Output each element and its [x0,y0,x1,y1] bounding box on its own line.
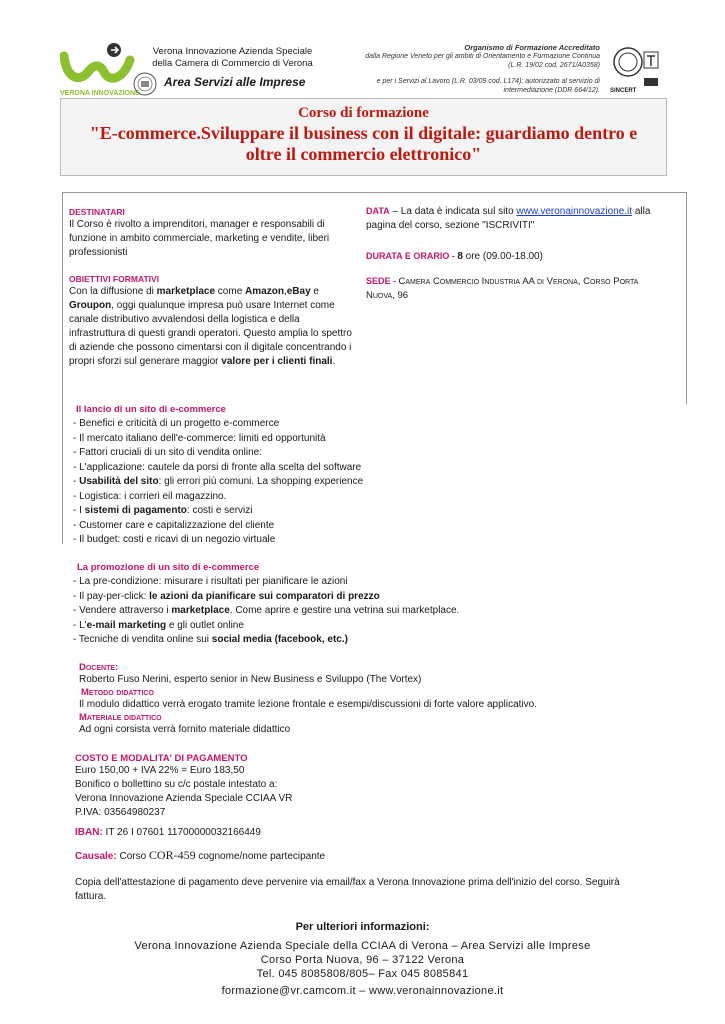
docente-label: Docente: [79,662,119,673]
lancio-item: - Customer care e capitalizzazione del cliente [73,519,275,531]
lancio-item: - Logistica: i corrieri eil magazzino. [73,490,227,502]
durata-label: DURATA E ORARIO - [366,251,458,261]
iban-line [75,826,261,840]
promozione-item: - Tecniche di vendita online sui social media (facebook, etc.) [73,634,348,645]
promozione-item: - La pre-condizione: misurare i risultati per pianificare le azioni [73,576,348,587]
causale-line: Causale: Corso COR-459 cognome/nome partecipante [75,848,326,862]
left-column [69,207,354,369]
lancio-section [73,404,673,548]
course-label: Corso di formazione [298,105,429,121]
data-info: DATA – La data è indicata sul sito www.veronainnovazione.it alla pagina del corso, sezione "ISCRIVITI" [366,206,651,231]
accreditation-title: Organismo di Formazione Accreditato [464,43,600,52]
promozione-title: La promozione di un sito di e-commerce [77,562,260,573]
costo-line: Euro 150,00 + IVA 22% = Euro 183,50 [75,765,245,776]
header-organization [140,46,325,70]
lancio-item: - L'applicazione: cautele da porsi di fronte alla scelta del software [73,461,362,473]
lancio-item: - I sistemi di pagamento: costi e servizi [73,505,253,516]
accreditation-line: intermediazione (DDR 664/12). [503,87,600,94]
obiettivi-text: Con la diffusione di marketplace come Amazon,eBay e Groupon, oggi qualunque impresa può usare Internet come canale distributivo avvalendosi della logistica e della infrastruttura di questi grandi operatori. Questo amplia lo spettro di aziende che possono cimentarsi con il digitale concentrando i propri sforzi sul generare maggior valore per i clienti finali. [69,286,352,367]
costo-line: Verona Innovazione Azienda Speciale CCIAA VR [75,793,293,804]
area-title: Area Servizi alle Imprese [164,75,306,89]
materiale-label: Materiale didattico [79,712,162,723]
lancio-item: - Benefici e criticità di un progetto e-commerce [73,418,280,429]
promozione-item: - Il pay-per-click: le azioni da pianificare sui comparatori di prezzo [73,590,380,602]
footer-line: Tel. 045 8085808/805– Fax 045 8085841 [256,968,469,980]
footer [0,921,725,998]
iban-label: IBAN: [75,827,103,838]
accreditation-line: dalla Regione Veneto per gli ambiti di Orientamento e Formazione Continua [365,53,600,60]
materiale-text: Ad ogni corsista verrà fornito materiale didattico [79,724,291,735]
lancio-item: - Il budget: costi e ricavi di un negozio virtuale [73,534,276,545]
course-title-box [60,98,667,176]
metodo-label: Metodo didattico [81,687,154,698]
website-link[interactable]: www.veronainnovazione.it [516,206,633,217]
lancio-item: - Fattori cruciali di un sito di vendita online: [73,447,262,458]
destinatari-label: DESTINATARI [69,207,125,217]
docente-section [79,662,679,737]
promozione-item: - L'e-mail marketing e gli outlet online [73,619,244,631]
promozione-item: - Vendere attraverso i marketplace. Come aprire e gestire una vetrina sui marketplace. [73,605,460,616]
costo-line: Bonifico o bollettino su c/c postale intestato a: [75,779,278,790]
sede-info [366,274,666,303]
sede-label: SEDE - [366,276,399,286]
costo-label: COSTO E MODALITA' DI PAGAMENTO [75,753,248,764]
costo-line: P.IVA: 03564980237 [75,807,166,818]
docente-text: Roberto Fuso Nerini, esperto senior in New Business e Sviluppo (The Vortex) [79,674,422,685]
lancio-item: - Il mercato italiano dell'e-commerce: limiti ed opportunità [73,432,326,444]
destinatari-text: Il Corso è rivolto a imprenditori, manager e responsabili di funzione in ambito commerciale, marketing e vendite, liberi professionisti [69,219,330,258]
obiettivi-label: OBIETTIVI FORMATIVI [69,274,160,284]
data-label: DATA [366,206,390,216]
promozione-section [73,562,673,648]
promozione-list [73,575,673,648]
lancio-item: - Usabilità del sito: gli errori più comuni. La shopping experience [73,476,364,487]
accreditation-line: (L.R. 19/02 cod. 2671/A0358) [508,62,600,69]
footer-contacts: formazione@vr.camcom.it – www.veronainnovazione.it [221,985,504,997]
accreditation-block [340,43,600,95]
accreditation-line: e per i Servizi al Lavoro (L.R. 03/09 cod. L174); autorizzato al servizio di [376,78,600,85]
right-column [366,204,666,303]
causale-label: Causale: [75,851,117,862]
lancio-title: Il lancio di un sito di e-commerce [76,404,226,415]
sincert-label: SINCERT [610,88,637,94]
org-line-2: della Camera di Commercio di Verona [152,58,313,69]
copia-text: Copia dell'attestazione di pagamento deve pervenire via email/fax a Verona Innovazione prima dell'inizio del corso. Seguirà fattura. [75,877,620,902]
durata-hours: 8 [457,251,463,262]
course-title: "E-commerce.Sviluppare il business con il digitale: guardiamo dentro e oltre il commercio elettronico" [89,123,638,164]
footer-line: Verona Innovazione Azienda Speciale della CCIAA di Verona – Area Servizi alle Imprese [134,940,591,952]
footer-line: Corso Porta Nuova, 96 – 37122 Verona [260,954,465,966]
certification-seal-icon [610,44,660,92]
sede-text: Camera Commercio Industria AA di Verona, Corso Porta Nuova, 96 [366,276,639,301]
lancio-list [73,417,673,548]
cciaa-seal-icon [133,72,157,96]
logo-wordmark: VERONA INNOVAZIONE [60,90,140,97]
costo-section [75,753,675,820]
metodo-text: Il modulo didattico verrà erogato tramite lezione frontale e esempi/discussioni di forte valore applicativo. [79,699,538,710]
frame-border-right [686,192,687,404]
footer-title: Per ulteriori informazioni: [295,921,430,933]
org-line-1: Verona Innovazione Azienda Speciale [152,46,313,57]
causale-code: COR-459 [148,848,196,862]
frame-border-left [62,192,63,544]
iban-value: IT 26 I 07601 11700000032166449 [102,827,261,838]
durata-info: DURATA E ORARIO - 8 ore (09.00-18.00) [366,251,543,262]
